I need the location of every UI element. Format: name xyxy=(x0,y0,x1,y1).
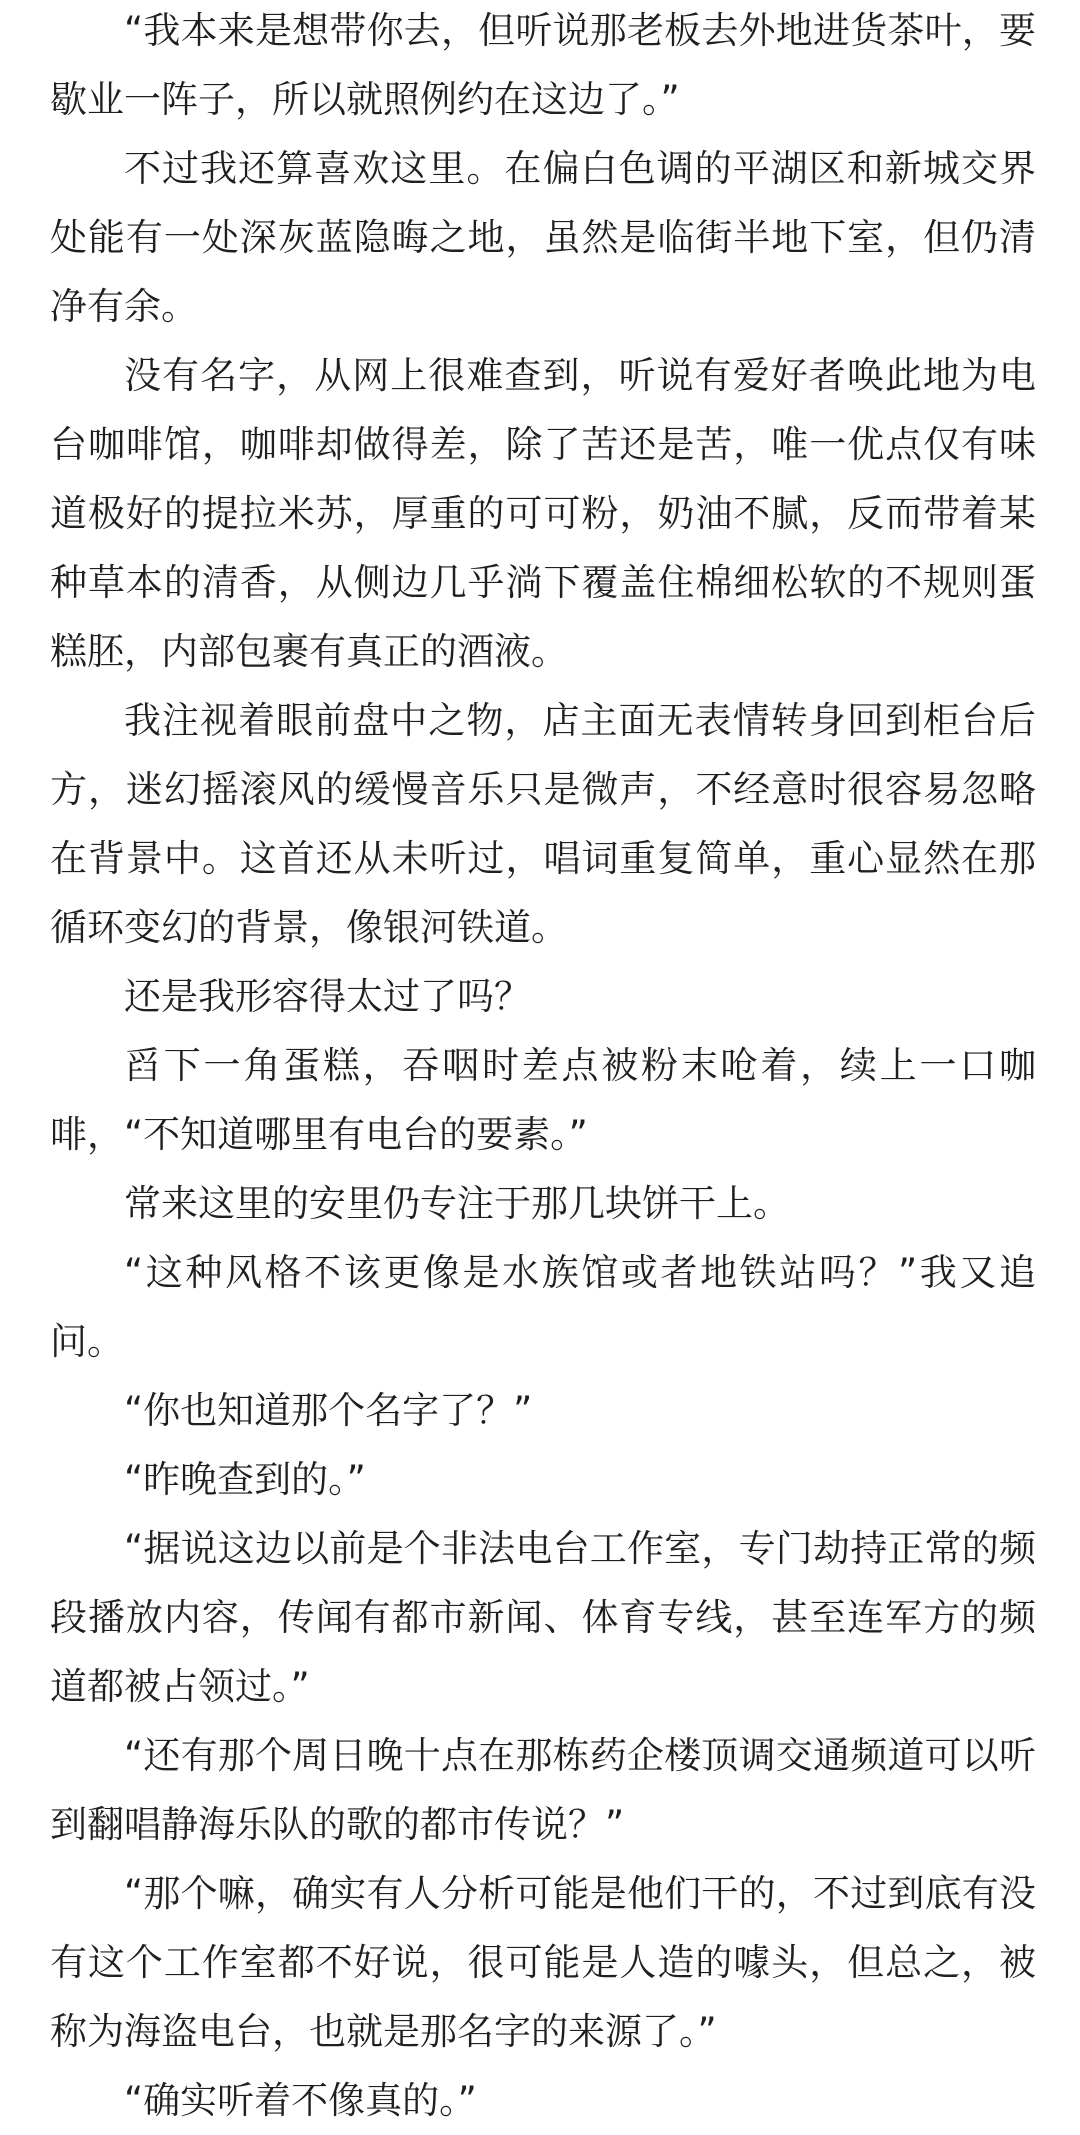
paragraph: 还是我形容得太过了吗？ xyxy=(124,975,531,1018)
paragraph: 没有名字，从网上很难查到，听说有爱好者唤此地为电台咖啡馆，咖啡却做得差，除了苦还是苦，唯一优点仅有味道极好的提拉米苏，厚重的可可粉，奶油不腻，反而带着某种草本的清香，从侧边几乎淌下覆盖住棉细松软的不规则蛋糕胚，内部包裹有真正的酒液。 xyxy=(50,354,1036,673)
paragraph: “确实听着不像真的。” xyxy=(124,2079,477,2122)
paragraph: “那个嘛，确实有人分析可能是他们干的，不过到底有没有这个工作室都不好说，很可能是人造的噱头，但总之，被称为海盗电台，也就是那名字的来源了。” xyxy=(50,1872,1036,2053)
paragraph: 舀下一角蛋糕，吞咽时差点被粉末呛着，续上一口咖啡，“不知道哪里有电台的要素。” xyxy=(50,1044,1036,1156)
paragraph: “据说这边以前是个非法电台工作室，专门劫持正常的频段播放内容，传闻有都市新闻、体育专线，甚至连军方的频道都被占领过。” xyxy=(50,1527,1036,1708)
paragraph: “这种风格不该更像是水族馆或者地铁站吗？”我又追问。 xyxy=(50,1251,1036,1363)
paragraph: 不过我还算喜欢这里。在偏白色调的平湖区和新城交界处能有一处深灰蓝隐晦之地，虽然是临街半地下室，但仍清净有余。 xyxy=(50,147,1036,328)
paragraph: “昨晚查到的。” xyxy=(124,1458,366,1501)
paragraph: 我注视着眼前盘中之物，店主面无表情转身回到柜台后方，迷幻摇滚风的缓慢音乐只是微声，不经意时很容易忽略在背景中。这首还从未听过，唱词重复简单，重心显然在那循环变幻的背景，像银河铁道。 xyxy=(50,699,1036,949)
paragraph: 常来这里的安里仍专注于那几块饼干上。 xyxy=(124,1182,790,1225)
document-body xyxy=(50,0,1036,2135)
paragraph: “我本来是想带你去，但听说那老板去外地进货茶叶，要歇业一阵子，所以就照例约在这边了。” xyxy=(50,9,1036,121)
paragraph: “你也知道那个名字了？” xyxy=(124,1389,533,1432)
paragraph: “还有那个周日晚十点在那栋药企楼顶调交通频道可以听到翻唱静海乐队的歌的都市传说？” xyxy=(50,1734,1036,1846)
